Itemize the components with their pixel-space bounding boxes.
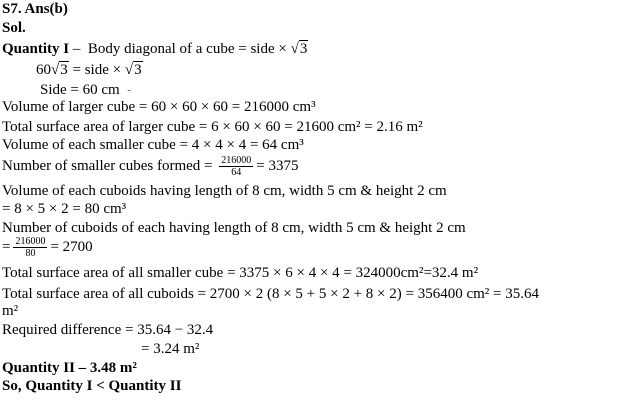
side-length-line: Side = 60 cm - (40, 82, 131, 98)
sqrt-three: √3 (290, 41, 308, 57)
quantity-one-label: Quantity I (2, 41, 70, 57)
surface-area-smaller-cubes: Total surface area of all smaller cube = 3375 × 6 × 4 × 4 = 324000cm²=32.4 m² (2, 265, 479, 281)
volume-smaller-cube: Volume of each smaller cube = 4 × 4 × 4 = 64 cm³ (2, 137, 304, 153)
volume-cuboid: Volume of each cuboids having length of 8 cm, width 5 cm & height 2 cm (2, 183, 447, 199)
fraction-216000-over-80: $\frac{216000}{80}$ (15, 236, 46, 259)
surface-area-cuboids: Total surface area of all cuboids = 2700 × 2 (8 × 5 + 5 × 2 + 8 × 2) = 356400 cm² = 35.64 (2, 286, 539, 302)
required-difference-value: = 3.24 m² (141, 341, 200, 357)
quantity-one-line: Quantity I – Body diagonal of a cube = side × √3 (2, 41, 308, 57)
number-cuboids-value: = $\frac{216000}{80}$ = 2700 (2, 236, 93, 259)
volume-cuboid-value: = 8 × 5 × 2 = 80 cm³ (2, 201, 127, 217)
body-diagonal-text: Body diagonal of a cube = side × (87, 41, 291, 57)
answer-heading: S7. Ans(b) (2, 1, 68, 17)
number-smaller-cubes: Number of smaller cubes formed = $\frac{216000}{64}$ = 3375 (2, 155, 299, 178)
required-difference: Required difference = 35.64 − 32.4 (2, 322, 214, 338)
quantity-two-line: Quantity II – 3.48 m² (2, 360, 137, 376)
stray-mark: - (127, 84, 131, 96)
number-cuboids: Number of cuboids of each having length of 8 cm, width 5 cm & height 2 cm (2, 220, 466, 236)
fraction-216000-over-64: $\frac{216000}{64}$ (221, 155, 252, 178)
surface-area-cuboids-unit: m² (2, 303, 19, 319)
volume-larger-cube: Volume of larger cube = 60 × 60 × 60 = 216000 cm³ (2, 99, 316, 115)
equation-sixty-root-three: 60√3 = side × √3 (36, 62, 142, 78)
surface-area-larger-cube: Total surface area of larger cube = 6 × 60 × 60 = 21600 cm² = 2.16 m² (2, 119, 423, 135)
conclusion-line: So, Quantity I < Quantity II (2, 378, 182, 394)
solution-heading: Sol. (2, 20, 26, 36)
